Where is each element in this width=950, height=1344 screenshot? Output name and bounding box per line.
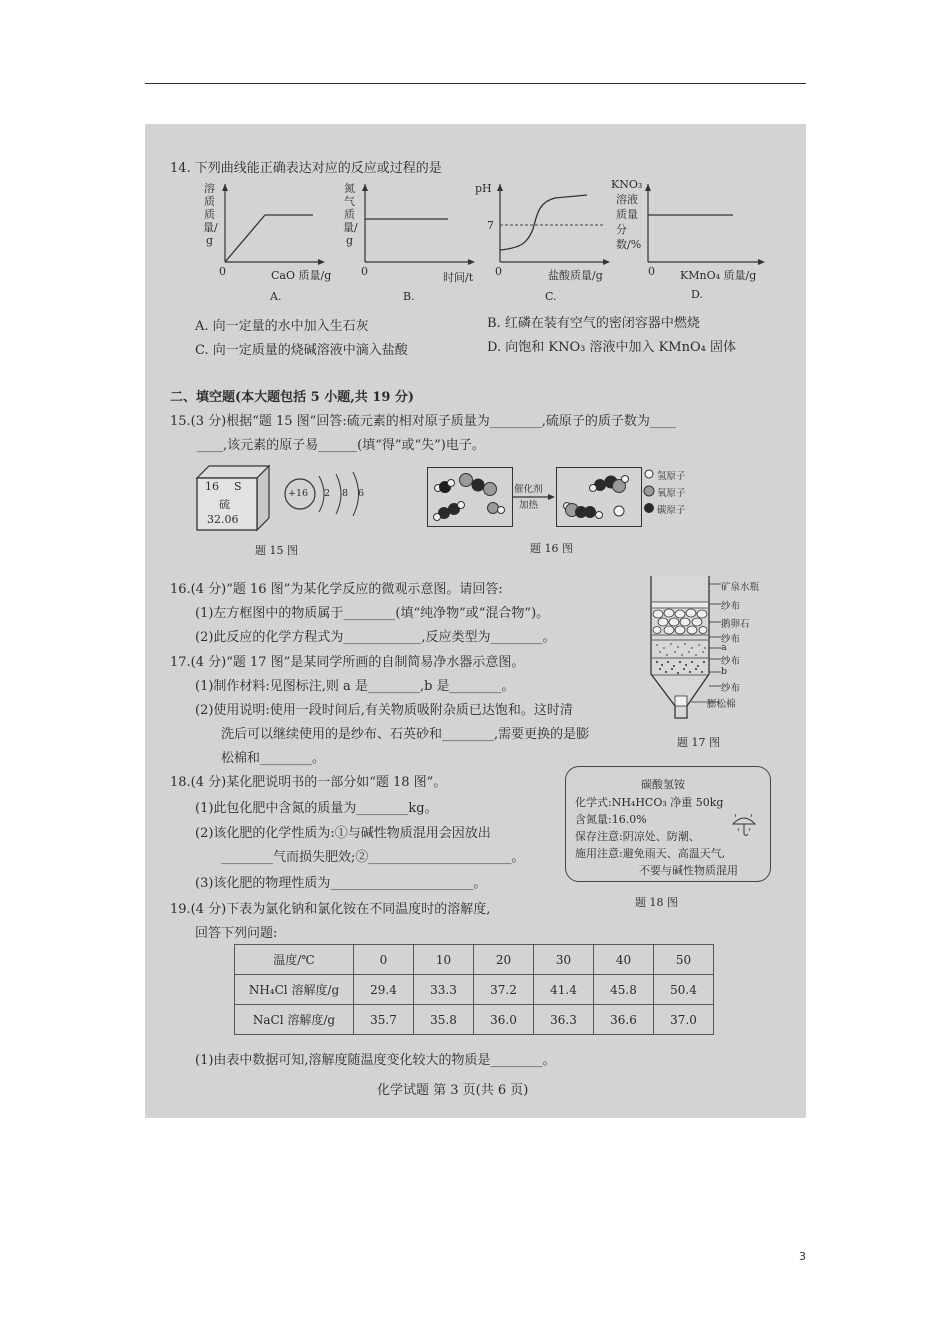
atom-nucleus: +16: [288, 488, 309, 499]
q14-option-b: B. 红磷在装有空气的密闭容器中燃烧: [487, 316, 700, 331]
q18-part1: (1)此包化肥中含氮的质量为________kg。: [195, 801, 438, 816]
graph-b-xlabel: 时间/t: [443, 271, 474, 284]
graph-c-ylabel: pH: [475, 182, 492, 195]
table-cell: 29.4: [354, 975, 414, 1005]
graph-b-origin: 0: [361, 265, 368, 278]
q19-stem-1: 19.(4 分)下表为氯化钠和氯化铵在不同温度时的溶解度,: [170, 902, 491, 917]
table-header-cell: 40: [594, 945, 654, 975]
fertilizer-usage: 施用注意:避免雨天、高温天气,: [575, 847, 726, 860]
q17-part2a: (2)使用说明:使用一段时间后,有关物质吸附杂质已达饱和。这时清: [195, 703, 573, 718]
page-number: 3: [799, 1250, 806, 1263]
q16-left-molecules: [428, 468, 512, 526]
element-mass: 32.06: [207, 513, 239, 526]
q18-part2b: ________气而损失肥效;②______________________。: [221, 850, 525, 865]
legend-carbon: 碳原子: [657, 505, 686, 516]
q16-caption: 题 16 图: [530, 542, 573, 555]
filter-label-cotton: 膨松棉: [707, 699, 736, 710]
q14-option-a: A. 向一定量的水中加入生石灰: [195, 319, 369, 334]
graph-c-xlabel: 盐酸质量/g: [548, 269, 603, 282]
umbrella-icon: [730, 812, 758, 838]
arrow-heat: 加热: [519, 500, 539, 511]
filter-label-bottle: 矿泉水瓶: [721, 582, 760, 593]
graph-d-ylabel-top: KNO₃: [611, 178, 643, 191]
graph-c-tick-7: 7: [487, 219, 494, 232]
q17-stem: 17.(4 分)“题 17 图”是某同学所画的自制简易净水器示意图。: [170, 655, 525, 670]
table-header-cell: 10: [414, 945, 474, 975]
fertilizer-title: 碳酸氢铵: [641, 778, 685, 791]
q17-part1: (1)制作材料:见图标注,则 a 是________,b 是________。: [195, 679, 515, 694]
arrow-catalyst: 催化剂: [514, 484, 543, 495]
graph-b-ylabel: 氮气质量/g: [343, 182, 358, 247]
filter-label-a: a: [721, 642, 727, 653]
q15-line1: 15.(3 分)根据“题 15 图”回答:硫元素的相对原子质量为________,硫原子的质子数为____: [170, 414, 676, 429]
legend-hydrogen: 氢原子: [657, 471, 686, 482]
graph-a-plot: [220, 184, 325, 264]
q16-right-box: [556, 467, 642, 527]
table-header-cell: 20: [474, 945, 534, 975]
q14-stem: 14. 下列曲线能正确表达对应的反应或过程的是: [170, 161, 442, 176]
table-row: [235, 1005, 714, 1035]
legend-oxygen: 氧原子: [657, 488, 686, 499]
q16-part1: (1)左方框图中的物质属于________(填“纯净物”或“混合物”)。: [195, 606, 550, 621]
table-header-row: [235, 945, 714, 975]
element-number: 16: [205, 480, 219, 493]
graph-d-xlabel: KMnO₄ 质量/g: [680, 269, 757, 282]
graph-a-ylabel: 溶质质量/g: [203, 182, 218, 247]
q17-caption: 题 17 图: [677, 736, 720, 749]
table-cell: 41.4: [534, 975, 594, 1005]
q18-stem: 18.(4 分)某化肥说明书的一部分如“题 18 图”。: [170, 775, 447, 790]
q19-stem-2: 回答下列问题:: [195, 926, 278, 941]
filter-label-gauze-1: 纱布: [721, 601, 741, 612]
atom-shell-1: 2: [324, 488, 331, 499]
table-cell: 50.4: [654, 975, 714, 1005]
fertilizer-formula: 化学式:NH₄HCO₃ 净重 50kg: [575, 796, 724, 809]
q17-part2c: 松棉和________。: [221, 751, 326, 766]
table-cell: 45.8: [594, 975, 654, 1005]
q16-part2: (2)此反应的化学方程式为____________,反应类型为________。: [195, 630, 556, 645]
table-cell: 35.8: [414, 1005, 474, 1035]
table-cell: 37.2: [474, 975, 534, 1005]
table-cell: 35.7: [354, 1005, 414, 1035]
q18-part2a: (2)该化肥的化学性质为:①与碱性物质混用会因放出: [195, 826, 491, 841]
q19-part1: (1)由表中数据可知,溶解度随温度变化较大的物质是________。: [195, 1053, 556, 1068]
atom-shell-3: 6: [358, 488, 365, 499]
graph-c-plot: [495, 184, 610, 264]
q14-option-c: C. 向一定质量的烧碱溶液中滴入盐酸: [195, 343, 408, 358]
table-header-cell: 30: [534, 945, 594, 975]
fertilizer-usage-2: 不要与碱性物质混用: [639, 864, 738, 877]
section2-title: 二、填空题(本大题包括 5 小题,共 19 分): [170, 390, 415, 405]
table-header-cell: 50: [654, 945, 714, 975]
filter-label-pebbles: 鹅卵石: [721, 619, 750, 630]
atom-shell-2: 8: [342, 488, 349, 499]
table-header-cell: 0: [354, 945, 414, 975]
q14-option-d: D. 向饱和 KNO₃ 溶液中加入 KMnO₄ 固体: [487, 340, 736, 355]
table-cell: 33.3: [414, 975, 474, 1005]
fertilizer-nitrogen: 含氮量:16.0%: [575, 813, 647, 826]
q18-caption: 题 18 图: [635, 896, 678, 909]
graph-d-letter: D.: [691, 288, 703, 301]
graph-c-origin: 0: [495, 265, 502, 278]
header-rule: [145, 83, 806, 84]
graph-d-ylabel: 溶液质量分数/%: [616, 193, 642, 251]
graph-a-xlabel: CaO 质量/g: [271, 269, 332, 282]
graph-b-letter: B.: [403, 290, 415, 303]
graph-c-letter: C.: [545, 290, 557, 303]
q17-part2b: 洗后可以继续使用的是纱布、石英砂和________,需要更换的是膨: [221, 727, 590, 742]
filter-label-gauze-2: 纱布: [721, 634, 741, 645]
table-cell: 36.6: [594, 1005, 654, 1035]
table-header-cell: 温度/℃: [235, 945, 354, 975]
graph-d-origin: 0: [648, 265, 655, 278]
element-name: 硫: [219, 498, 230, 511]
filter-label-gauze-4: 纱布: [721, 683, 741, 694]
q16-stem: 16.(4 分)“题 16 图”为某化学反应的微观示意图。请回答:: [170, 582, 503, 597]
table-cell: 37.0: [654, 1005, 714, 1035]
graph-a-letter: A.: [270, 290, 282, 303]
q15-caption: 题 15 图: [255, 544, 298, 557]
legend-markers: [643, 469, 655, 515]
filter-label-b: b: [721, 666, 728, 677]
q15-line2: ____,该元素的原子易______(填“得”或“失”)电子。: [197, 438, 485, 453]
element-symbol: S: [234, 480, 242, 493]
page-footer: 化学试题 第 3 页(共 6 页): [377, 1083, 529, 1098]
q16-left-box: [427, 467, 513, 527]
table-cell: 36.0: [474, 1005, 534, 1035]
graph-b-plot: [360, 184, 475, 264]
filter-label-gauze-3: 纱布: [721, 656, 741, 667]
fertilizer-storage: 保存注意:阴凉处、防潮、: [575, 830, 700, 843]
graph-a-origin: 0: [219, 265, 226, 278]
q18-part3: (3)该化肥的物理性质为______________________。: [195, 876, 487, 891]
table-row: [235, 975, 714, 1005]
table-cell: NH₄Cl 溶解度/g: [235, 975, 354, 1005]
scanned-exam-page: [145, 124, 806, 1118]
solubility-table: [234, 944, 714, 1035]
q16-right-molecules: [557, 468, 641, 526]
graph-d-plot: [643, 184, 765, 264]
table-cell: 36.3: [534, 1005, 594, 1035]
table-cell: NaCl 溶解度/g: [235, 1005, 354, 1035]
